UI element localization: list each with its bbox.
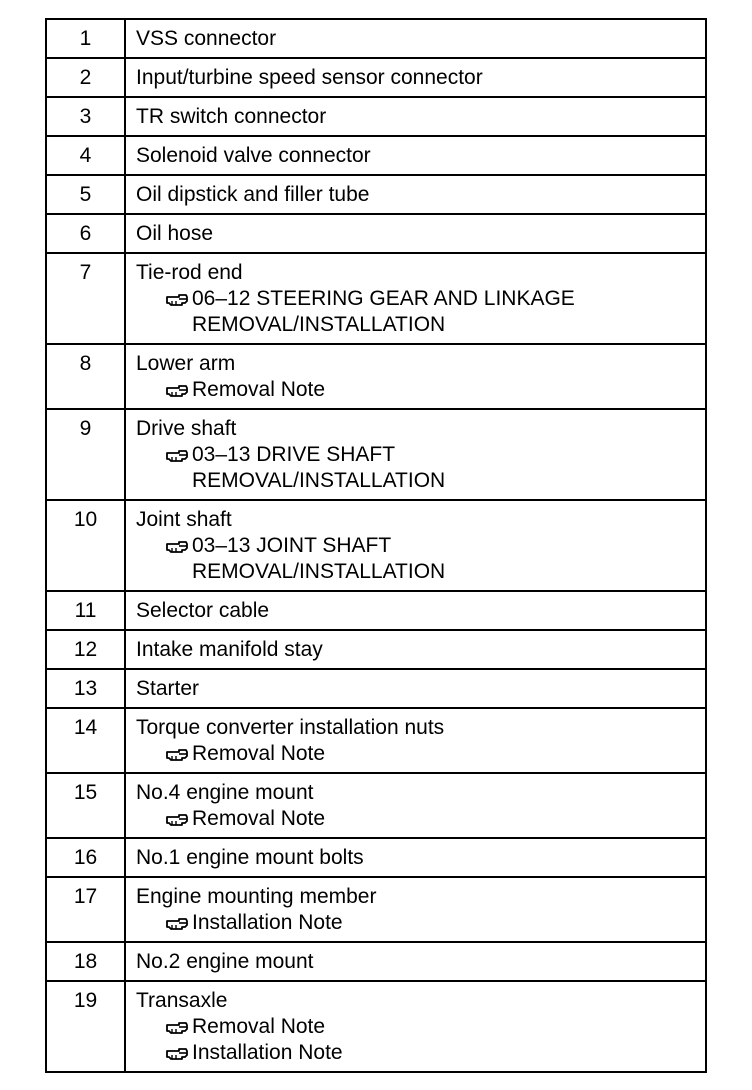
item-number: 14: [46, 708, 125, 773]
item-number: 17: [46, 877, 125, 942]
item-number: 16: [46, 838, 125, 877]
pointing-hand-icon: [166, 1047, 188, 1061]
reference-text: [192, 910, 343, 936]
table-row: [46, 942, 706, 981]
item-description-cell: [125, 253, 706, 344]
pointing-hand-icon: [166, 293, 188, 307]
item-number: 6: [46, 214, 125, 253]
table-row: [46, 630, 706, 669]
reference-text: [192, 741, 325, 767]
table-row: [46, 344, 706, 409]
reference-note: [136, 1040, 697, 1066]
reference-text: [192, 806, 325, 832]
reference-line: 06–12 STEERING GEAR AND LINKAGE: [192, 287, 575, 310]
item-label: No.1 engine mount bolts: [136, 846, 364, 869]
item-label: Oil dipstick and filler tube: [136, 183, 370, 206]
item-label: Torque converter installation nuts: [136, 716, 445, 739]
reference-line: Removal Note: [192, 742, 326, 765]
reference-text: [192, 1040, 343, 1066]
item-description-cell: [125, 97, 706, 136]
item-label: No.2 engine mount: [136, 950, 314, 973]
table-row: [46, 253, 706, 344]
table-row: [46, 214, 706, 253]
item-number: 18: [46, 942, 125, 981]
table-row: [46, 409, 706, 500]
pointing-hand-icon: [166, 748, 188, 762]
item-number: 3: [46, 97, 125, 136]
reference-note: [136, 741, 697, 767]
reference-line: REMOVAL/INSTALLATION: [192, 313, 446, 336]
item-label: Starter: [136, 677, 200, 700]
item-description-cell: [125, 708, 706, 773]
reference-line: Installation Note: [192, 1041, 343, 1064]
parts-table-body: [46, 19, 706, 1072]
parts-table: [45, 18, 707, 1073]
reference-note: [136, 442, 697, 494]
item-label: Drive shaft: [136, 417, 237, 440]
pointing-hand-icon: [166, 449, 188, 463]
item-number: 10: [46, 500, 125, 591]
reference-note: [136, 377, 697, 403]
item-description-cell: [125, 175, 706, 214]
item-number: 9: [46, 409, 125, 500]
item-description-cell: [125, 58, 706, 97]
item-number: 12: [46, 630, 125, 669]
reference-text: [192, 286, 575, 338]
pointing-hand-icon: [166, 1021, 188, 1035]
item-description-cell: [125, 19, 706, 58]
reference-line: Removal Note: [192, 378, 326, 401]
item-number: 1: [46, 19, 125, 58]
item-label: Tie-rod end: [136, 261, 243, 284]
item-description-cell: [125, 877, 706, 942]
item-description-cell: [125, 591, 706, 630]
item-label: Selector cable: [136, 599, 270, 622]
item-description-cell: [125, 838, 706, 877]
item-label: Input/turbine speed sensor connector: [136, 66, 483, 89]
table-row: [46, 981, 706, 1072]
item-label: VSS connector: [136, 27, 277, 50]
reference-text: [192, 442, 445, 494]
item-label: Solenoid valve connector: [136, 144, 371, 167]
reference-line: Removal Note: [192, 807, 326, 830]
reference-line: 03–13 DRIVE SHAFT: [192, 443, 396, 466]
reference-note: [136, 286, 697, 338]
item-number: 4: [46, 136, 125, 175]
table-row: [46, 591, 706, 630]
table-row: [46, 838, 706, 877]
table-row: [46, 669, 706, 708]
reference-note: [136, 806, 697, 832]
reference-line: REMOVAL/INSTALLATION: [192, 469, 446, 492]
item-description-cell: [125, 942, 706, 981]
table-row: [46, 773, 706, 838]
reference-text: [192, 377, 325, 403]
item-description-cell: [125, 409, 706, 500]
item-number: 19: [46, 981, 125, 1072]
item-number: 15: [46, 773, 125, 838]
item-number: 13: [46, 669, 125, 708]
reference-line: REMOVAL/INSTALLATION: [192, 560, 446, 583]
reference-line: Removal Note: [192, 1015, 326, 1038]
table-row: [46, 97, 706, 136]
item-label: Intake manifold stay: [136, 638, 323, 661]
item-label: Engine mounting member: [136, 885, 377, 908]
pointing-hand-icon: [166, 813, 188, 827]
pointing-hand-icon: [166, 917, 188, 931]
pointing-hand-icon: [166, 384, 188, 398]
parts-table-container: [45, 18, 707, 1073]
item-label: Transaxle: [136, 989, 228, 1012]
table-row: [46, 19, 706, 58]
item-label: Joint shaft: [136, 508, 232, 531]
item-label: No.4 engine mount: [136, 781, 314, 804]
item-description-cell: [125, 214, 706, 253]
table-row: [46, 58, 706, 97]
table-row: [46, 500, 706, 591]
item-description-cell: [125, 136, 706, 175]
reference-line: Installation Note: [192, 911, 343, 934]
item-label: Lower arm: [136, 352, 236, 375]
item-description-cell: [125, 981, 706, 1072]
item-label: TR switch connector: [136, 105, 327, 128]
item-number: 8: [46, 344, 125, 409]
reference-line: 03–13 JOINT SHAFT: [192, 534, 392, 557]
item-description-cell: [125, 773, 706, 838]
table-row: [46, 136, 706, 175]
reference-note: [136, 910, 697, 936]
item-description-cell: [125, 344, 706, 409]
reference-text: [192, 1014, 325, 1040]
item-label: Oil hose: [136, 222, 214, 245]
item-number: 5: [46, 175, 125, 214]
reference-note: [136, 1014, 697, 1040]
pointing-hand-icon: [166, 540, 188, 554]
item-description-cell: [125, 500, 706, 591]
item-description-cell: [125, 630, 706, 669]
reference-note: [136, 533, 697, 585]
table-row: [46, 708, 706, 773]
item-description-cell: [125, 669, 706, 708]
table-row: [46, 175, 706, 214]
item-number: 2: [46, 58, 125, 97]
item-number: 7: [46, 253, 125, 344]
reference-text: [192, 533, 445, 585]
item-number: 11: [46, 591, 125, 630]
table-row: [46, 877, 706, 942]
